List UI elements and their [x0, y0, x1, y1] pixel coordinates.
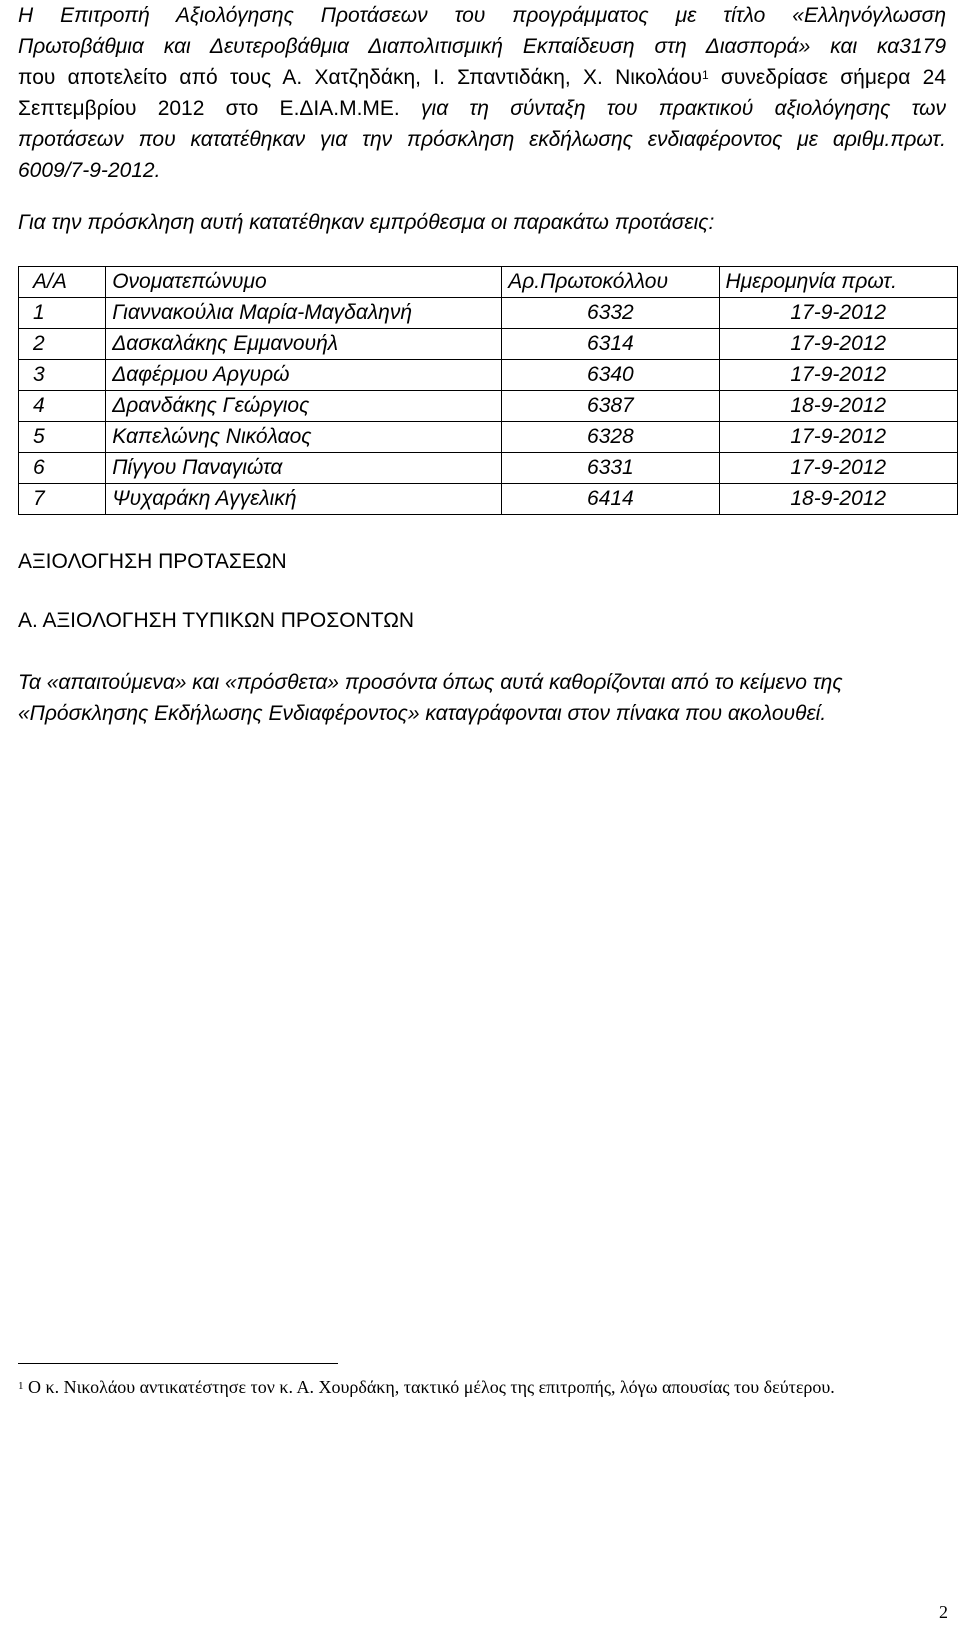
proposals-table: [18, 266, 958, 515]
cell-date: 17-9-2012: [719, 422, 958, 453]
cell-protocol: 6332: [502, 298, 719, 329]
intro-line-4-text: Σεπτεμβρίου 2012 στο Ε.ΔΙΑ.Μ.ΜΕ.: [18, 97, 400, 120]
cell-name: Δασκαλάκης Εμμανουήλ: [106, 329, 502, 360]
section-heading-formal-qualifications: Α. ΑΞΙΟΛΟΓΗΣΗ ΤΥΠΙΚΩΝ ΠΡΟΣΟΝΤΩΝ: [18, 609, 415, 632]
header-protocol: Αρ.Πρωτοκόλλου: [502, 267, 719, 298]
cell-name: Πίγγου Παναγιώτα: [106, 453, 502, 484]
cell-aa: 1: [19, 298, 106, 329]
cell-protocol: 6414: [502, 484, 719, 515]
cell-aa: 4: [19, 391, 106, 422]
table-header-row: [19, 267, 958, 298]
intro-line-2: Πρωτοβάθμια και Δευτεροβάθμια Διαπολιτισμική Εκπαίδευση στη Διασπορά» και κα3179: [18, 35, 946, 58]
cell-protocol: 6314: [502, 329, 719, 360]
intro-paragraph: [18, 0, 946, 186]
intro-line-4: [18, 93, 946, 124]
cell-protocol: 6331: [502, 453, 719, 484]
cell-name: Καπελώνης Νικόλαος: [106, 422, 502, 453]
cell-date: 18-9-2012: [719, 484, 958, 515]
section-heading-evaluation: ΑΞΙΟΛΟΓΗΣΗ ΠΡΟΤΑΣΕΩΝ: [18, 550, 287, 573]
footnote: [18, 1373, 946, 1401]
table-row: [19, 298, 958, 329]
intro-line-3-tail: συνεδρίασε σήμερα 24: [708, 66, 947, 89]
footnote-marker: 1: [18, 1380, 24, 1392]
cell-date: 17-9-2012: [719, 298, 958, 329]
cell-protocol: 6387: [502, 391, 719, 422]
intro-line-5: προτάσεων που κατατέθηκαν για την πρόσκληση εκδήλωσης ενδιαφέροντος με αριθμ.πρωτ.: [18, 128, 946, 151]
table-row: [19, 453, 958, 484]
cell-date: 17-9-2012: [719, 453, 958, 484]
header-aa: Α/Α: [19, 267, 106, 298]
cell-name: Γιαννακούλια Μαρία-Μαγδαληνή: [106, 298, 502, 329]
cell-name: Ψυχαράκη Αγγελική: [106, 484, 502, 515]
table-row: [19, 422, 958, 453]
cell-date: 17-9-2012: [719, 360, 958, 391]
cell-date: 18-9-2012: [719, 391, 958, 422]
cell-aa: 2: [19, 329, 106, 360]
intro-line-4-tail: για τη σύνταξη του πρακτικού αξιολόγησης των: [399, 97, 946, 120]
footnote-reference: 1: [701, 68, 709, 82]
requirements-paragraph: [18, 667, 946, 729]
table-row: [19, 484, 958, 515]
footnote-text: Ο κ. Νικολάου αντικατέστησε τον κ. Α. Χουρδάκη, τακτικό μέλος της επιτροπής, λόγω απουσίας του δεύτερου.: [23, 1377, 835, 1397]
table-row: [19, 360, 958, 391]
header-name: Ονοματεπώνυμο: [106, 267, 502, 298]
cell-name: Δαφέρμου Αργυρώ: [106, 360, 502, 391]
requirements-line-1: Τα «απαιτούμενα» και «πρόσθετα» προσόντα όπως αυτά καθορίζονται από το κείμενο της: [18, 671, 843, 694]
lead-sentence: Για την πρόσκληση αυτή κατατέθηκαν εμπρόθεσμα οι παρακάτω προτάσεις:: [18, 211, 715, 234]
cell-protocol: 6328: [502, 422, 719, 453]
cell-protocol: 6340: [502, 360, 719, 391]
cell-aa: 6: [19, 453, 106, 484]
cell-aa: 7: [19, 484, 106, 515]
header-date: Ημερομηνία πρωτ.: [719, 267, 958, 298]
requirements-line-2: «Πρόσκλησης Εκδήλωσης Ενδιαφέροντος» καταγράφονται στον πίνακα που ακολουθεί.: [18, 702, 827, 725]
cell-aa: 3: [19, 360, 106, 391]
cell-date: 17-9-2012: [719, 329, 958, 360]
table-row: [19, 329, 958, 360]
intro-line-1: Η Επιτροπή Αξιολόγησης Προτάσεων του προγράμματος με τίτλο «Ελληνόγλωσση: [18, 4, 946, 27]
footnote-separator: [18, 1363, 338, 1364]
cell-name: Δρανδάκης Γεώργιος: [106, 391, 502, 422]
intro-line-6: 6009/7-9-2012.: [18, 159, 161, 182]
table-row: [19, 391, 958, 422]
intro-line-3-text: που αποτελείτο από τους Α. Χατζηδάκη, Ι. Σπαντιδάκη, Χ. Νικολάου: [18, 66, 702, 89]
intro-line-3: [18, 62, 946, 93]
cell-aa: 5: [19, 422, 106, 453]
page-number: 2: [939, 1602, 948, 1622]
